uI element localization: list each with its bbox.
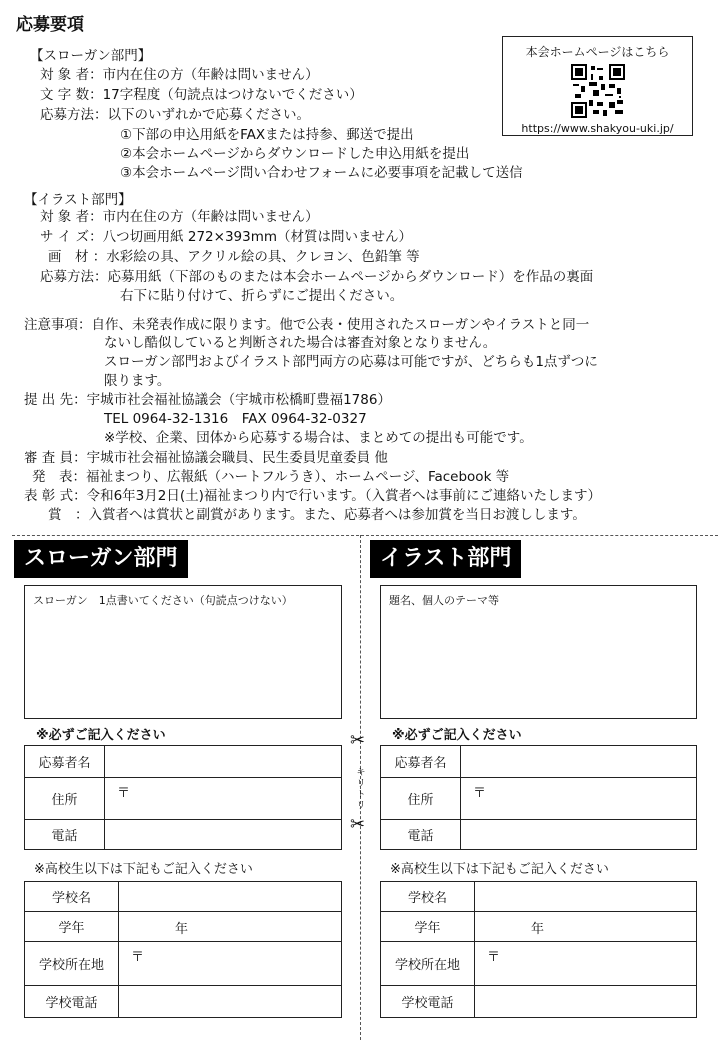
address-field[interactable] bbox=[105, 778, 342, 820]
school-table bbox=[380, 881, 697, 1018]
illust-target: 対 象 者：市内在住の方（年齢は問いません） bbox=[40, 209, 319, 225]
must-fill-note: ※必ずご記入ください bbox=[392, 728, 522, 743]
hs-note: ※高校生以下は下記もご記入ください bbox=[34, 862, 253, 877]
name-label: 応募者名 bbox=[25, 746, 105, 778]
phone-field[interactable] bbox=[105, 820, 342, 850]
grade-unit: 年 bbox=[175, 922, 189, 937]
school-phone-label: 学校電話 bbox=[381, 986, 475, 1018]
slogan-method-1: ①下部の申込用紙をFAXまたは持参、郵送で提出 bbox=[120, 127, 414, 143]
slogan-target: 対 象 者：市内在住の方（年齢は問いません） bbox=[40, 67, 319, 83]
school-phone-label: 学校電話 bbox=[25, 986, 119, 1018]
qr-url[interactable]: https://www.shakyou-uki.jp/ bbox=[521, 122, 674, 135]
note-tel-fax: TEL 0964-32-1316 FAX 0964-32-0327 bbox=[104, 411, 367, 427]
slogan-method-2: ②本会ホームページからダウンロードした申込用紙を提出 bbox=[120, 146, 470, 162]
grade-unit: 年 bbox=[531, 922, 545, 937]
school-field[interactable] bbox=[119, 882, 342, 912]
illust-method-cont: 右下に貼り付けて、折らずにご提出ください。 bbox=[120, 288, 404, 304]
qr-box[interactable] bbox=[502, 36, 693, 136]
address-label: 住所 bbox=[25, 778, 105, 820]
school-field[interactable] bbox=[475, 882, 697, 912]
must-fill-note: ※必ずご記入ください bbox=[36, 728, 166, 743]
address-label: 住所 bbox=[381, 778, 461, 820]
slogan-entry-box[interactable] bbox=[24, 585, 342, 719]
note-caution: 注意事項：自作、未発表作成に限ります。他で公表・使用されたスローガンやイラストと同一 bbox=[24, 317, 590, 333]
cut-line-horizontal bbox=[12, 535, 718, 536]
note-caution-3: スローガン部門およびイラスト部門両方の応募は可能ですが、どちらも1点ずつに bbox=[104, 354, 598, 370]
applicant-table bbox=[24, 745, 342, 850]
illust-entry-box[interactable] bbox=[380, 585, 697, 719]
illust-method: 応募方法：応募用紙（下部のものまたは本会ホームページからダウンロード）を作品の裏面 bbox=[40, 269, 594, 285]
scissors-icon: ✂ bbox=[350, 814, 366, 835]
name-field[interactable] bbox=[105, 746, 342, 778]
qr-caption: 本会ホームページはこちら bbox=[525, 45, 670, 59]
grade-label: 学年 bbox=[381, 912, 475, 942]
slogan-method: 応募方法：以下のいずれかで応募ください。 bbox=[40, 107, 310, 123]
postal-mark: 〒 bbox=[473, 786, 487, 801]
illust-banner: イラスト部門 bbox=[370, 540, 521, 578]
postal-mark: 〒 bbox=[131, 950, 145, 965]
note-submit: 提 出 先：宇城市社会福祉協議会（宇城市松橋町豊福1786） bbox=[24, 392, 391, 408]
school-phone-field[interactable] bbox=[475, 986, 697, 1018]
school-address-label: 学校所在地 bbox=[25, 942, 119, 986]
cut-label: キリトリ bbox=[356, 768, 366, 811]
name-label: 応募者名 bbox=[381, 746, 461, 778]
grade-field[interactable] bbox=[475, 912, 697, 942]
illust-material: 画 材 ：水彩絵の具、アクリル絵の具、クレヨン、色鉛筆 等 bbox=[48, 249, 420, 265]
school-address-label: 学校所在地 bbox=[381, 942, 475, 986]
grade-field[interactable] bbox=[119, 912, 342, 942]
illust-size: サ イ ズ：八つ切画用紙 272×393mm（材質は問いません） bbox=[40, 229, 413, 245]
note-group: ※学校、企業、団体から応募する場合は、まとめての提出も可能です。 bbox=[104, 430, 533, 446]
note-caution-2: ないし酷似していると判断された場合は審査対象となりません。 bbox=[104, 335, 497, 351]
school-address-field[interactable] bbox=[475, 942, 697, 986]
scissors-icon: ✂ bbox=[350, 730, 366, 751]
postal-mark: 〒 bbox=[117, 786, 131, 801]
school-phone-field[interactable] bbox=[119, 986, 342, 1018]
postal-mark: 〒 bbox=[487, 950, 501, 965]
page-title: 応募要項 bbox=[16, 15, 84, 35]
note-prize: 賞 ：入賞者へは賞状と副賞があります。また、応募者へは参加賞を当日お渡しします。 bbox=[48, 507, 586, 523]
school-table bbox=[24, 881, 342, 1018]
phone-field[interactable] bbox=[461, 820, 697, 850]
note-judges: 審 査 員：宇城市社会福祉協議会職員、民生委員児童委員 他 bbox=[24, 450, 388, 466]
slogan-banner: スローガン部門 bbox=[14, 540, 188, 578]
note-announce: 発 表：福祉まつり、広報紙（ハートフルうき）、ホームページ、Facebook 等 bbox=[32, 469, 510, 485]
slogan-length: 文 字 数：17字程度（句読点はつけないでください） bbox=[40, 87, 363, 103]
school-label: 学校名 bbox=[381, 882, 475, 912]
illust-entry-label: 題名、個人のテーマ等 bbox=[389, 594, 499, 607]
illust-section-header: 【イラスト部門】 bbox=[24, 192, 132, 208]
phone-label: 電話 bbox=[25, 820, 105, 850]
school-address-field[interactable] bbox=[119, 942, 342, 986]
applicant-table bbox=[380, 745, 697, 850]
grade-label: 学年 bbox=[25, 912, 119, 942]
address-field[interactable] bbox=[461, 778, 697, 820]
note-caution-4: 限ります。 bbox=[104, 373, 171, 389]
name-field[interactable] bbox=[461, 746, 697, 778]
school-label: 学校名 bbox=[25, 882, 119, 912]
slogan-section-header: 【スローガン部門】 bbox=[30, 48, 152, 64]
note-ceremony: 表 彰 式：令和6年3月2日(土)福祉まつり内で行います。（入賞者へは事前にご連絡いたします） bbox=[24, 488, 602, 504]
slogan-entry-label: スローガン 1点書いてください（句読点つけない） bbox=[33, 594, 293, 607]
phone-label: 電話 bbox=[381, 820, 461, 850]
hs-note: ※高校生以下は下記もご記入ください bbox=[390, 862, 609, 877]
qr-code-icon bbox=[571, 64, 625, 118]
slogan-method-3: ③本会ホームページ問い合わせフォームに必要事項を記載して送信 bbox=[120, 165, 523, 181]
